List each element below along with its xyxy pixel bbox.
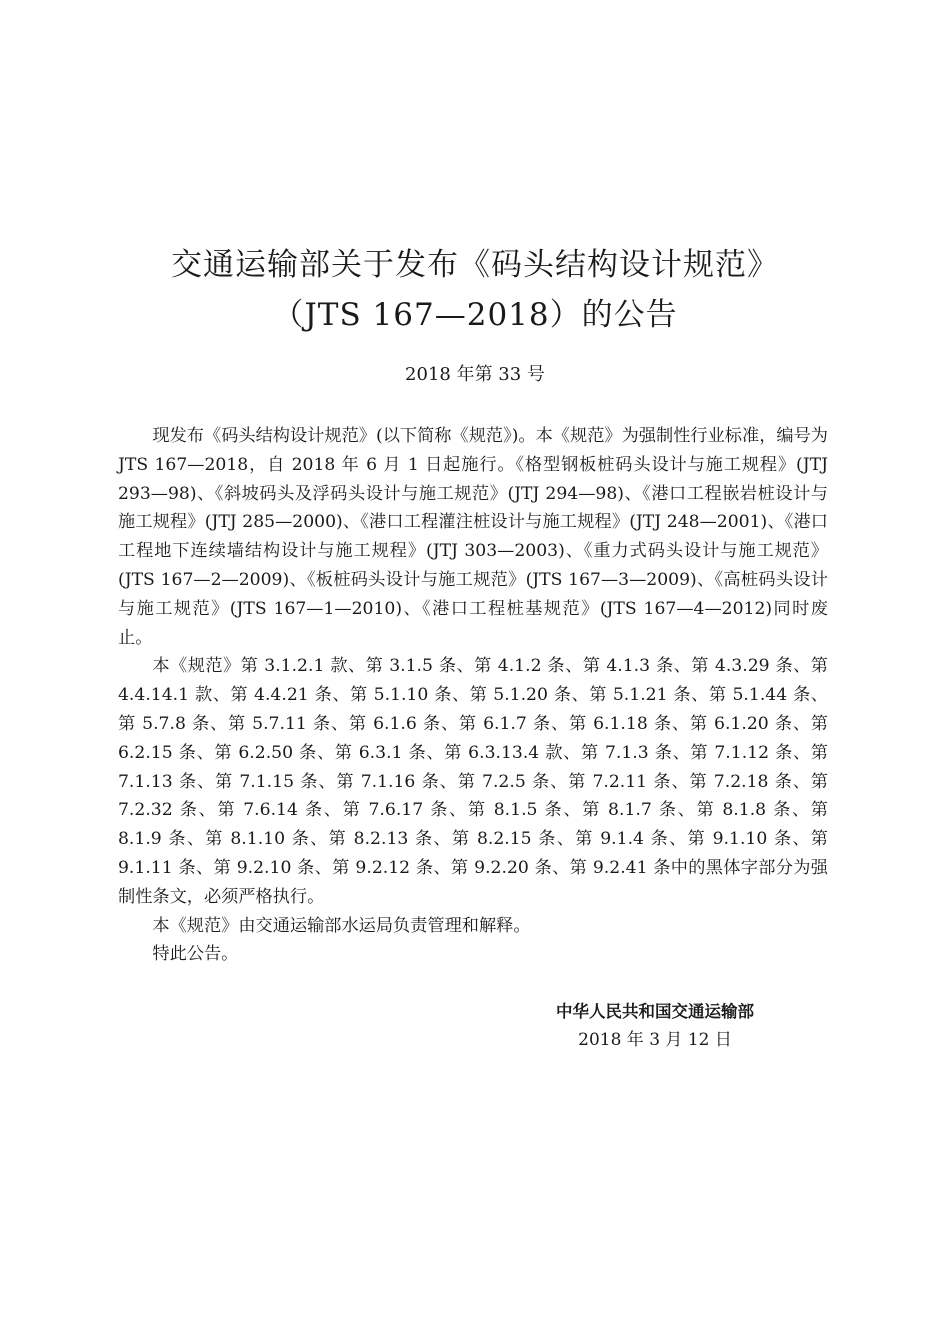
signature-block xyxy=(520,998,790,1054)
announcement-title xyxy=(0,240,950,340)
paragraph-publication: 现发布《码头结构设计规范》(以下简称《规范》)。本《规范》为强制性行业标准，编号为 JTS 167—2018，自 2018 年 6 月 1 日起施行。《格型钢板桩码头设计与施工规程》(JTJ 293—98)、《斜坡码头及浮码头设计与施工规范》(JTJ 294—98)、《港口工程嵌岩桩设计与施工规程》(JTJ 285—2000)、《港口工程灌注桩设计与施工规程》(JTJ 248—2001)、《港口工程地下连续墙结构设计与施工规程》(JTJ 303—2003)、《重力式码头设计与施工规范》(JTS 167—2—2009)、《板桩码头设计与施工规范》(JTS 167—3—2009)、《高桩码头设计与施工规范》(JTS 167—1—2010)、《港口工程桩基规范》(JTS 167—4—2012)同时废止。 xyxy=(118,426,828,648)
issuing-authority: 中华人民共和国交通运输部 xyxy=(556,1002,754,1021)
paragraph-management: 本《规范》由交通运输部水运局负责管理和解释。 xyxy=(152,915,531,936)
announcement-body xyxy=(118,422,828,969)
title-line-2: （JTS 167—2018）的公告 xyxy=(272,297,678,333)
title-line-1: 交通运输部关于发布《码头结构设计规范》 xyxy=(171,247,779,283)
paragraph-mandatory-clauses: 本《规范》第 3.1.2.1 款、第 3.1.5 条、第 4.1.2 条、第 4.1.3 条、第 4.3.29 条、第 4.4.14.1 款、第 4.4.21 条、第 5.1.10 条、第 5.1.20 条、第 5.1.21 条、第 5.1.44 条、第 5.7.8 条、第 5.7.11 条、第 6.1.6 条、第 6.1.7 条、第 6.1.18 条、第 6.1.20 条、第 6.2.15 条、第 6.2.50 条、第 6.3.1 条、第 6.3.13.4 款、第 7.1.3 条、第 7.1.12 条、第 7.1.13 条、第 7.1.15 条、第 7.1.16 条、第 7.2.5 条、第 7.2.11 条、第 7.2.18 条、第 7.2.32 条、第 7.6.14 条、第 7.6.17 条、第 8.1.5 条、第 8.1.7 条、第 8.1.8 条、第 8.1.9 条、第 8.1.10 条、第 8.2.13 条、第 8.2.15 条、第 9.1.4 条、第 9.1.10 条、第 9.1.11 条、第 9.2.10 条、第 9.2.12 条、第 9.2.20 条、第 9.2.41 条中的黑体字部分为强制性条文，必须严格执行。 xyxy=(118,656,828,907)
document-number: 2018 年第 33 号 xyxy=(405,364,545,385)
paragraph-closing: 特此公告。 xyxy=(152,944,239,965)
issue-date: 2018 年 3 月 12 日 xyxy=(578,1030,732,1050)
